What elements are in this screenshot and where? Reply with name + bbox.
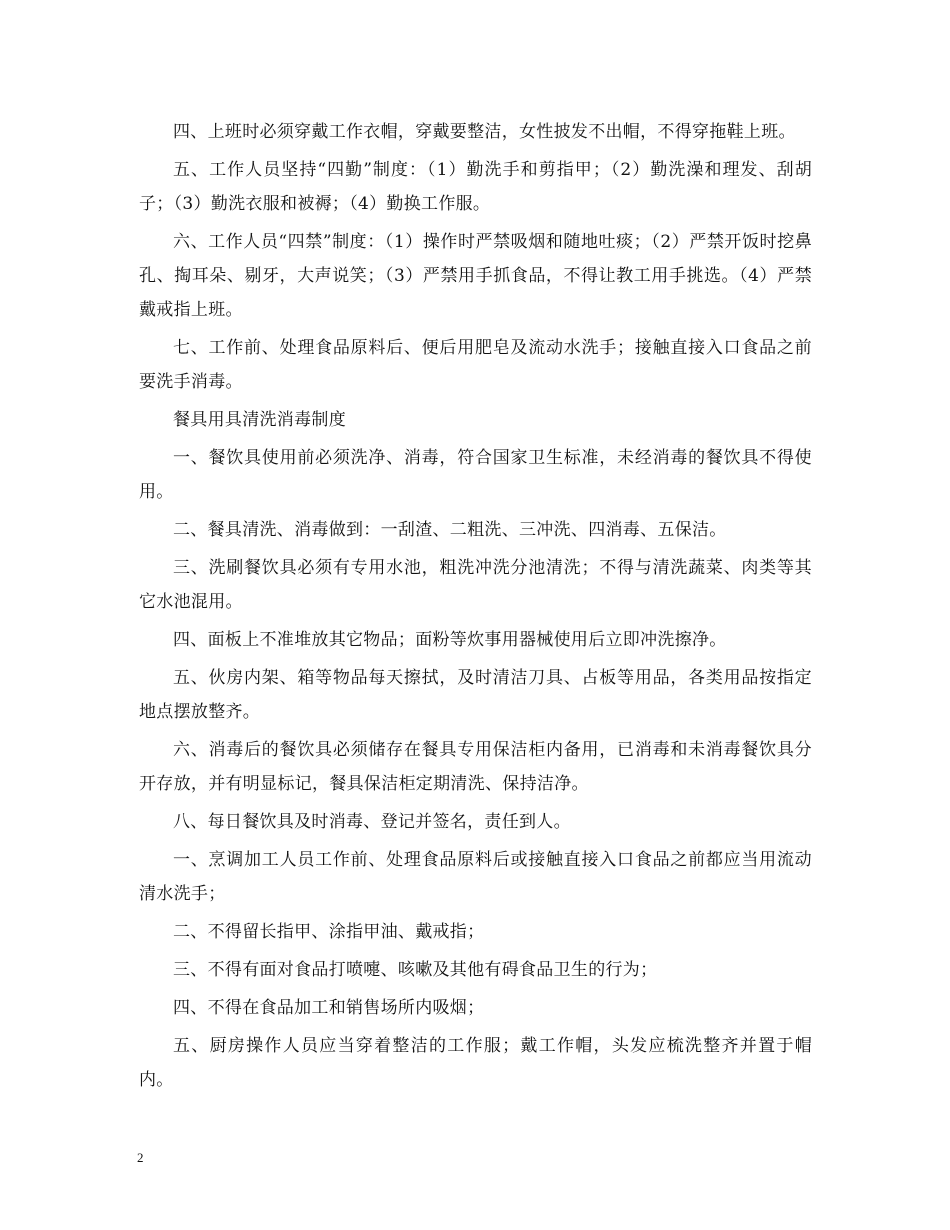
paragraph-hygiene-2: 二、不得留长指甲、涂指甲油、戴戒指； bbox=[173, 922, 485, 942]
document-body bbox=[139, 115, 812, 1101]
paragraph-tableware-2: 二、餐具清洗、消毒做到：一刮渣、二粗洗、三冲洗、四消毒、五保洁。 bbox=[173, 520, 727, 540]
paragraph-tableware-8: 八、每日餐饮具及时消毒、登记并签名，责任到人。 bbox=[173, 812, 571, 832]
paragraph-tableware-5: 五、伙房内架、箱等物品每天擦拭，及时清洁刀具、占板等用品，各类用品按指定地点摆放整齐。 bbox=[139, 668, 812, 722]
paragraph-hygiene-5: 五、厨房操作人员应当穿着整洁的工作服；戴工作帽，头发应梳洗整齐并置于帽内。 bbox=[139, 1036, 812, 1090]
paragraph-rule-7-handwashing: 七、工作前、处理食品原料后、便后用肥皂及流动水洗手；接触直接入口食品之前要洗手消毒。 bbox=[139, 338, 812, 392]
paragraph-tableware-3: 三、洗刷餐饮具必须有专用水池，粗洗冲洗分池清洗；不得与清洗蔬菜、肉类等其它水池混用。 bbox=[139, 558, 812, 612]
paragraph-rule-6-four-prohibitions: 六、工作人员“四禁”制度：（1）操作时严禁吸烟和随地吐痰；（2）严禁开饭时挖鼻孔、掏耳朵、剔牙，大声说笑；（3）严禁用手抓食品，不得让教工用手挑选。（4）严禁戴戒指上班。 bbox=[139, 232, 812, 320]
section-heading-tableware-cleaning: 餐具用具清洗消毒制度 bbox=[173, 410, 346, 430]
paragraph-tableware-6: 六、消毒后的餐饮具必须储存在餐具专用保洁柜内备用，已消毒和未消毒餐饮具分开存放，并有明显标记，餐具保洁柜定期清洗、保持洁净。 bbox=[139, 740, 812, 794]
paragraph-hygiene-1: 一、烹调加工人员工作前、处理食品原料后或接触直接入口食品之前都应当用流动清水洗手； bbox=[139, 850, 812, 904]
paragraph-tableware-4: 四、面板上不准堆放其它物品；面粉等炊事用器械使用后立即冲洗擦净。 bbox=[173, 630, 727, 650]
page-number: 2 bbox=[137, 1150, 144, 1165]
paragraph-hygiene-3: 三、不得有面对食品打喷嚏、咳嗽及其他有碍食品卫生的行为； bbox=[173, 960, 658, 980]
paragraph-rule-5-four-diligences: 五、工作人员坚持“四勤”制度：（1）勤洗手和剪指甲；（2）勤洗澡和理发、刮胡子；（3）勤洗衣服和被褥；（4）勤换工作服。 bbox=[139, 160, 812, 214]
paragraph-hygiene-4: 四、不得在食品加工和销售场所内吸烟； bbox=[173, 998, 485, 1018]
paragraph-tableware-1: 一、餐饮具使用前必须洗净、消毒，符合国家卫生标准，未经消毒的餐饮具不得使用。 bbox=[139, 448, 812, 502]
paragraph-rule-4-uniform: 四、上班时必须穿戴工作衣帽，穿戴要整洁，女性披发不出帽，不得穿拖鞋上班。 bbox=[173, 122, 796, 142]
